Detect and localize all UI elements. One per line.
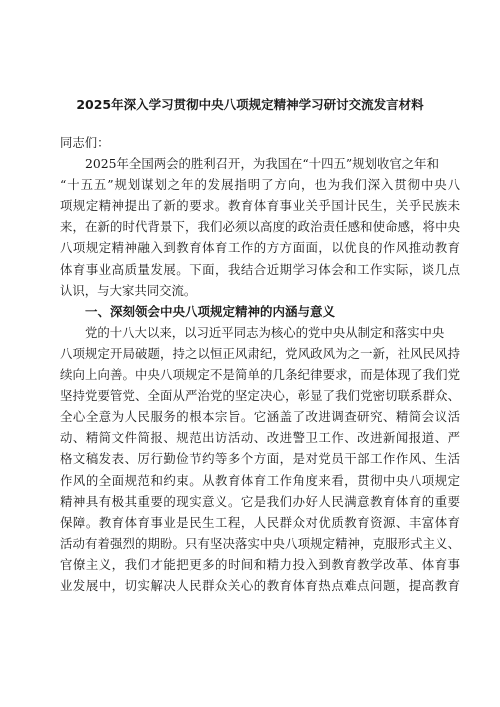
paragraph-line: 业发展中，切实解决人民群众关心的教育体育热点难点问题，提高教育 xyxy=(60,577,460,593)
paragraph-line: 续向上向善。中央八项规定不是简单的几条纪律要求，而是体现了我们党 xyxy=(60,367,460,383)
paragraph-line: 活动有着强烈的期盼。只有坚决落实中央八项规定精神，克服形式主义、 xyxy=(60,535,460,551)
paragraph-line: 作风的全面规范和约束。从教育体育工作角度来看，贯彻中央八项规定 xyxy=(60,472,460,488)
document-body xyxy=(60,132,460,596)
paragraph-line: 体育事业高质量发展。下面，我结合近期学习体会和工作实际，谈几点 xyxy=(60,261,460,277)
paragraph-line: 2025年全国两会的胜利召开，为我国在“十四五”规划收官之年和 xyxy=(85,156,439,172)
paragraph-line: 坚持党要管党、全面从严治党的坚定决心，彰显了我们党密切联系群众、 xyxy=(60,388,460,404)
paragraph-line: 八项规定开局破题，持之以恒正风肃纪，党风政风为之一新，社风民风持 xyxy=(60,345,460,361)
paragraph-line: 八项规定精神融入到教育体育工作的方方面面，以优良的作风推动教育 xyxy=(60,240,460,256)
paragraph-line: 精神具有极其重要的现实意义。它是我们办好人民满意教育体育的重要 xyxy=(60,493,460,509)
paragraph-line: 官僚主义，我们才能把更多的时间和精力投入到教育教学改革、体育事 xyxy=(60,556,460,572)
paragraph-line: 全心全意为人民服务的根本宗旨。它涵盖了改进调查研究、精简会议活 xyxy=(60,409,460,425)
section-heading: 一、深刻领会中央八项规定精神的内涵与意义 xyxy=(85,303,336,319)
paragraph-line: 认识，与大家共同交流。 xyxy=(60,282,197,298)
paragraph-line: 项规定精神提出了新的要求。教育体育事业关乎国计民生，关乎民族未 xyxy=(60,198,460,214)
paragraph-line: 格文稿发表、厉行勤俭节约等多个方面，是对党员干部工作作风、生活 xyxy=(60,451,460,467)
salutation: 同志们： xyxy=(60,135,110,150)
paragraph-line: 保障。教育体育事业是民生工程，人民群众对优质教育资源、丰富体育 xyxy=(60,514,460,530)
paragraph-line: “十五五”规划谋划之年的发展指明了方向，也为我们深入贯彻中央八 xyxy=(60,177,460,193)
document-title: 2025年深入学习贯彻中央八项规定精神学习研讨交流发言材料 xyxy=(76,97,424,112)
paragraph-line: 动、精简文件简报、规范出访活动、改进警卫工作、改进新闻报道、严 xyxy=(60,430,460,446)
paragraph-line: 来，在新的时代背景下，我们必须以高度的政治责任感和使命感，将中央 xyxy=(60,219,460,235)
paragraph-line: 党的十八大以来，以习近平同志为核心的党中央从制定和落实中央 xyxy=(85,324,445,340)
